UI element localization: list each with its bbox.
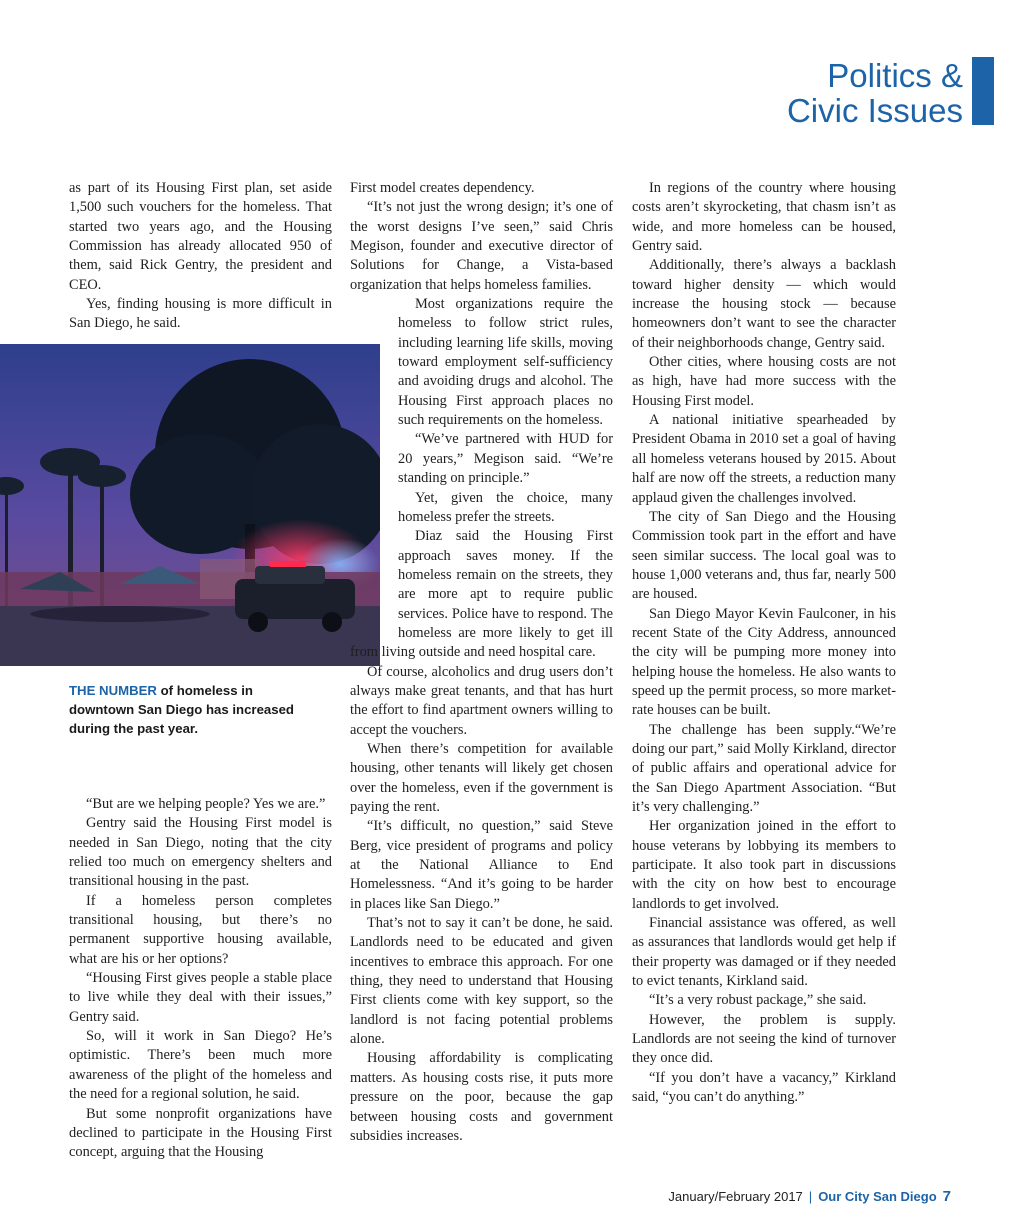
column-3: [632, 179, 896, 1108]
paragraph: In regions of the country where housing costs aren’t skyrocketing, that chasm isn’t as wide, and more homeless can be housed, Gentry said.: [632, 180, 896, 255]
paragraph: If a homeless person completes transitional housing, but there’s no permanent supportive housing available, what are his or her options?: [69, 892, 332, 967]
photo-wrap-spacer: [350, 295, 398, 635]
section-heading-line1: Politics &: [827, 57, 963, 94]
paragraph: as part of its Housing First plan, set aside 1,500 such vouchers for the homeless. That started two years ago, and the Housing Commission has already allocated 950 of them, said Rick Gentry, the president and CEO.: [69, 180, 332, 293]
paragraph: The challenge has been supply.“We’re doing our part,” said Molly Kirkland, director of public affairs and operational advice for the San Diego Apartment Association. “But it’s very challenging.”: [632, 721, 896, 815]
caption-lead: THE NUMBER: [69, 683, 157, 698]
paragraph: “If you don’t have a vacancy,” Kirkland said, “you can’t do anything.”: [632, 1069, 896, 1106]
paragraph: Other cities, where housing costs are not as high, have had more success with the Housing First model.: [632, 354, 896, 409]
caption-text: of homeless in downtown San Diego has increased during the past year.: [69, 683, 294, 736]
footer-divider: |: [808, 1189, 813, 1204]
paragraph: Gentry said the Housing First model is needed in San Diego, noting that the city relied too much on emergency shelters and transitional housing in the past.: [69, 815, 332, 890]
paragraph: The city of San Diego and the Housing Commission took part in the effort and have seen similar success. The local goal was to house 1,000 veterans and, thus far, nearly 500 are housed.: [632, 508, 896, 603]
paragraph: Financial assistance was offered, as well as assurances that landlords would get help if their property was damaged or if they needed to evict tenants, Kirkland said.: [632, 915, 896, 990]
page-footer: [668, 1188, 951, 1205]
paragraph: “Housing First gives people a stable place to live while they deal with their issues,” Gentry said.: [69, 970, 332, 1025]
column-1-bottom: [69, 795, 332, 1163]
paragraph: Diaz said the Housing First approach saves money. If the homeless remain on the streets, they are more apt to require public services. Police have to respond. The homeless are more likely to get ill from living outside and need hospital care.: [350, 528, 613, 661]
paragraph: So, will it work in San Diego? He’s optimistic. There’s been much more awareness of the plight of the homeless and the need for a regional solution, he said.: [69, 1028, 332, 1103]
paragraph: “We’ve partnered with HUD for 20 years,” Megison said. “We’re standing on principle.”: [398, 431, 613, 487]
paragraph: Of course, alcoholics and drug users don’t always make great tenants, and that has hurt the effort to find apartment owners willing to accept the vouchers.: [350, 663, 613, 738]
page-number: 7: [942, 1188, 951, 1205]
paragraph: Most organizations require the homeless to follow strict rules, including learning life skills, moving toward employment self-sufficiency and avoiding drugs and alcohol. The Housing First approach places no such requirements on the homeless.: [398, 296, 613, 429]
issue-date: January/February 2017: [668, 1189, 803, 1204]
paragraph: First model creates dependency.: [350, 180, 535, 196]
paragraph: Yet, given the choice, many homeless prefer the streets.: [398, 489, 613, 525]
paragraph: A national initiative spearheaded by President Obama in 2010 set a goal of having all homeless veterans housed by 2015. About half are now off the streets, a reduction many applaud given the challenges involved.: [632, 412, 896, 506]
photo-caption: [69, 681, 309, 738]
paragraph: But some nonprofit organizations have declined to participate in the Housing First concept, arguing that the Housing: [69, 1105, 332, 1161]
magazine-name: Our City San Diego: [818, 1189, 937, 1204]
paragraph: “It’s a very robust package,” she said.: [649, 992, 867, 1009]
paragraph: When there’s competition for available housing, other tenants will likely get chosen over the homeless, even if the government is paying the rent.: [350, 740, 613, 815]
paragraph: “It’s not just the wrong design; it’s one of the worst designs I’ve seen,” said Chris Megison, founder and executive director of Solutions for Change, a Vista-based organization that helps homeless families.: [350, 199, 613, 293]
column-1-top: [69, 179, 332, 334]
paragraph: Her organization joined in the effort to house veterans by lobbying its members to participate. It also took part in discussions with the city on how best to encourage landlords to get involved.: [632, 818, 896, 912]
paragraph: Housing affordability is complicating matters. As housing costs rise, it puts more pressure on the poor, because the gap between housing costs and government subsidies increases.: [350, 1050, 613, 1144]
section-heading: [787, 58, 963, 128]
section-accent-bar: [972, 57, 994, 125]
paragraph: San Diego Mayor Kevin Faulconer, in his recent State of the City Address, announced the city will be pumping more money into helping house the homeless. He also wants to speed up the permit process, so more market-rate houses can be built.: [632, 605, 896, 719]
paragraph: “It’s difficult, no question,” said Steve Berg, vice president of programs and policy at the National Alliance to End Homelessness. “And it’s going to be harder in places like San Diego.”: [350, 818, 613, 912]
paragraph: Additionally, there’s always a backlash toward higher density — which would increase the housing stock — because homeowners don’t want to see the character of their neighborhoods change, Gentry said.: [632, 257, 896, 351]
section-heading-line2: Civic Issues: [786, 92, 963, 129]
paragraph: Yes, finding housing is more difficult in San Diego, he said.: [69, 296, 332, 332]
paragraph: However, the problem is supply. Landlords are not seeing the kind of turnover they once did.: [632, 1011, 896, 1067]
homeless-encampment-photo: [0, 344, 380, 666]
paragraph: “But are we helping people? Yes we are.”: [86, 796, 326, 812]
paragraph: That’s not to say it can’t be done, he said. Landlords need to be educated and given incentives to embrace this approach. For one thing, they need to understand that Housing First clients come with key support, so the landlord is not facing potential problems alone.: [350, 915, 613, 1048]
column-2: [350, 179, 613, 1146]
